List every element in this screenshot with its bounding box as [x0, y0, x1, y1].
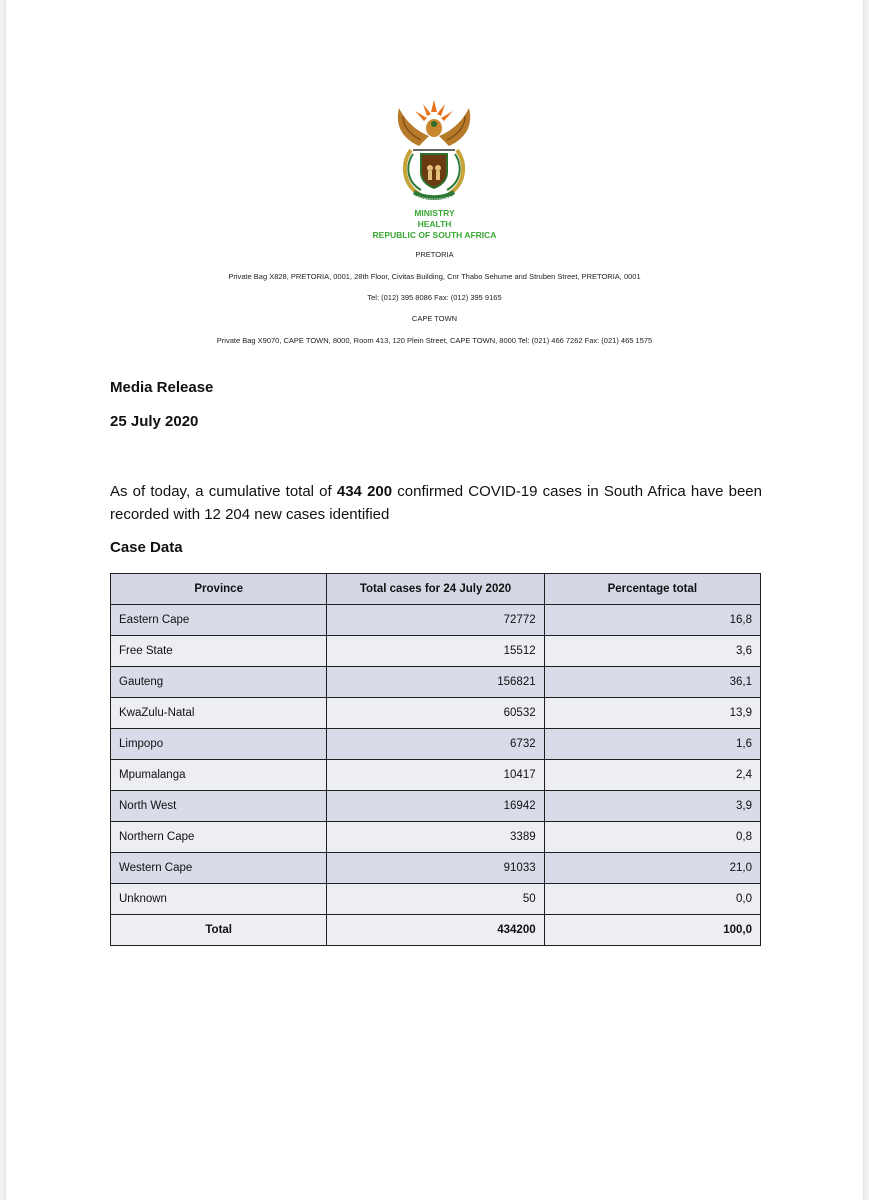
table-row [111, 605, 761, 636]
total-label-cell: Total [111, 915, 327, 946]
province-cell: Limpopo [111, 729, 327, 760]
percent-cell: 1,6 [544, 729, 760, 760]
percent-cell: 0,8 [544, 822, 760, 853]
table-row [111, 853, 761, 884]
capetown-address: Private Bag X9070, CAPE TOWN, 8000, Room 413, 120 Plein Street, CAPE TOWN, 8000 Tel: (021) 466 7262 Fax: (021) 465 1575 [216, 336, 653, 345]
intro-paragraph [110, 480, 762, 526]
coat-of-arms-icon [393, 98, 475, 206]
pretoria-contact: Tel: (012) 395 8086 Fax: (012) 395 9165 [367, 293, 502, 302]
column-header-province: Province [111, 574, 327, 605]
percent-cell: 21,0 [544, 853, 760, 884]
percent-cell: 0,0 [544, 884, 760, 915]
release-type: Media Release [110, 379, 214, 396]
column-header-total-cases: Total cases for 24 July 2020 [327, 574, 544, 605]
ministry-name [0, 208, 869, 241]
cases-cell: 6732 [327, 729, 544, 760]
province-cell: Free State [111, 636, 327, 667]
total-cases-cell: 434200 [327, 915, 544, 946]
table-total-row [111, 915, 761, 946]
ministry-line-2: HEALTH [417, 219, 452, 229]
case-data-table [110, 573, 761, 946]
province-cell: North West [111, 791, 327, 822]
province-cell: Mpumalanga [111, 760, 327, 791]
cases-cell: 3389 [327, 822, 544, 853]
province-cell: Unknown [111, 884, 327, 915]
percent-cell: 2,4 [544, 760, 760, 791]
table-header-row [111, 574, 761, 605]
percent-cell: 3,9 [544, 791, 760, 822]
pretoria-address: Private Bag X828, PRETORIA, 0001, 28th Floor, Civitas Building, Cnr Thabo Sehume and Struben Street, PRETORIA, 0001 [228, 272, 641, 281]
cases-cell: 50 [327, 884, 544, 915]
table-row [111, 822, 761, 853]
table-row [111, 760, 761, 791]
cases-cell: 16942 [327, 791, 544, 822]
province-cell: Northern Cape [111, 822, 327, 853]
cases-cell: 91033 [327, 853, 544, 884]
cases-cell: 156821 [327, 667, 544, 698]
intro-total: 434 200 [336, 483, 393, 500]
table-row [111, 667, 761, 698]
province-cell: Western Cape [111, 853, 327, 884]
percent-cell: 13,9 [544, 698, 760, 729]
cases-cell: 10417 [327, 760, 544, 791]
province-cell: Gauteng [111, 667, 327, 698]
table-row [111, 698, 761, 729]
province-cell: KwaZulu-Natal [111, 698, 327, 729]
percent-cell: 36,1 [544, 667, 760, 698]
percent-cell: 3,6 [544, 636, 760, 667]
table-row [111, 729, 761, 760]
capetown-city: CAPE TOWN [411, 314, 458, 323]
table-row [111, 636, 761, 667]
ministry-line-3: REPUBLIC OF SOUTH AFRICA [372, 230, 497, 240]
percent-cell: 16,8 [544, 605, 760, 636]
cases-cell: 60532 [327, 698, 544, 729]
table-row [111, 884, 761, 915]
province-cell: Eastern Cape [111, 605, 327, 636]
intro-prefix: As of today, a cumulative total of [110, 483, 337, 500]
section-title: Case Data [110, 539, 183, 556]
table-row [111, 791, 761, 822]
ministry-line-1: MINISTRY [414, 208, 455, 218]
pretoria-city: PRETORIA [415, 250, 454, 259]
column-header-percentage: Percentage total [544, 574, 760, 605]
release-date: 25 July 2020 [110, 413, 199, 430]
cases-cell: 15512 [327, 636, 544, 667]
intro-suffix: confirmed COVID-19 cases in South Africa have been recorded with 12 204 new cases identified [110, 483, 762, 523]
cases-cell: 72772 [327, 605, 544, 636]
total-percent-cell: 100,0 [544, 915, 760, 946]
